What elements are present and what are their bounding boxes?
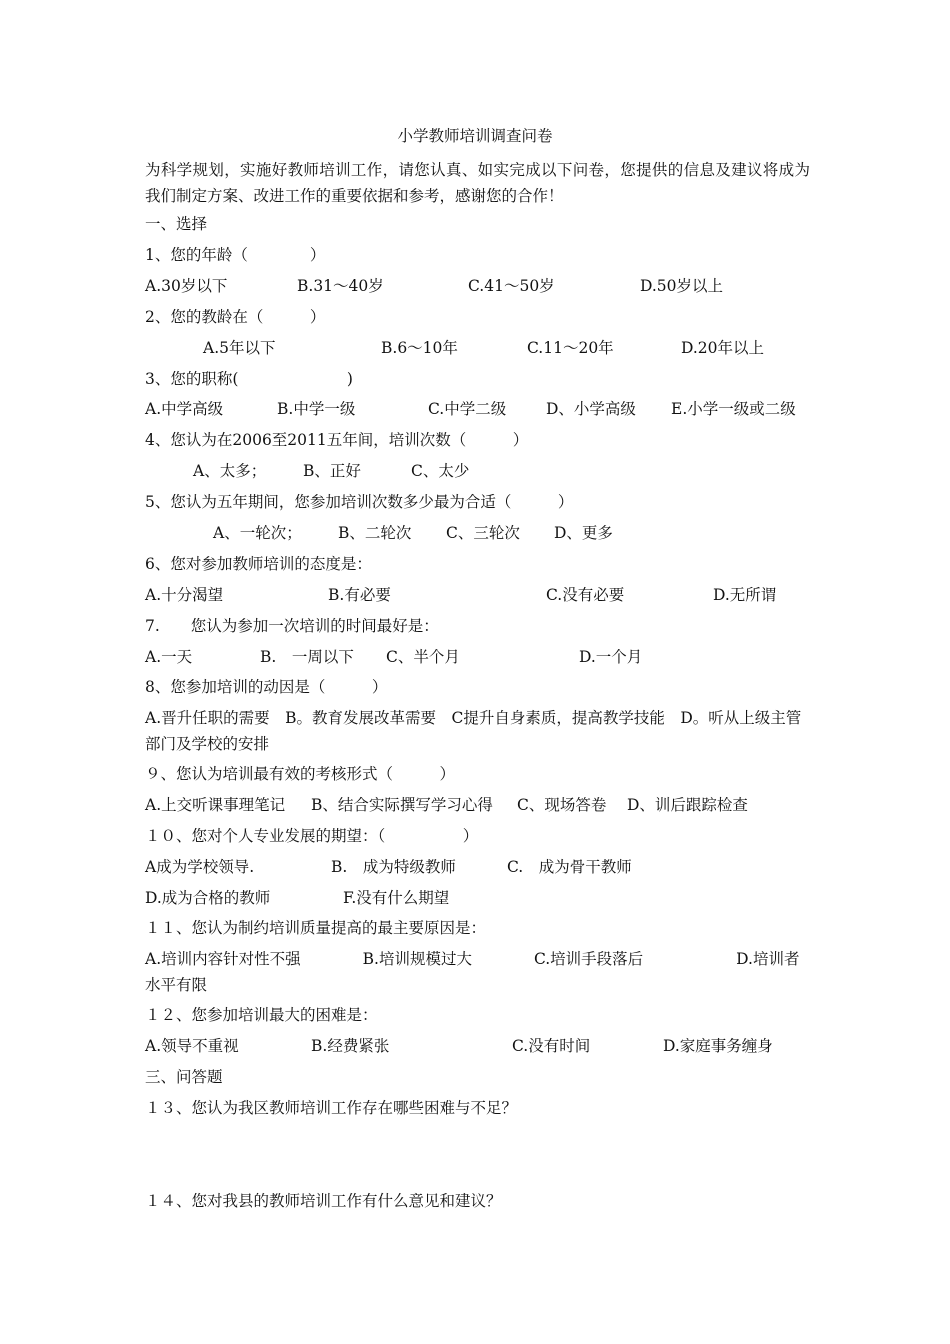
question-1: 1、您的年龄（ ） <box>145 246 326 264</box>
q9-option-c: C、现场答卷 <box>517 796 607 814</box>
q3-option-a: A.中学高级 <box>145 400 224 418</box>
q10-option-a: A成为学校领导. <box>145 858 255 876</box>
q6-option-b: B.有必要 <box>328 586 391 604</box>
q9-option-a: A.上交听课事理笔记 <box>145 796 286 814</box>
q7-option-d: D.一个月 <box>579 648 643 666</box>
q3-option-c: C.中学二级 <box>428 400 507 418</box>
q3-option-e: E.小学一级或二级 <box>671 400 796 418</box>
q2-option-b: B.6～10年 <box>381 339 458 357</box>
q6-option-c: C.没有必要 <box>546 586 625 604</box>
q10-option-f: F.没有什么期望 <box>343 889 450 907</box>
question-5: 5、您认为五年期间，您参加培训次数多少最为合适（ ） <box>145 493 574 511</box>
question-4: 4、您认为在2006至2011五年间，培训次数（ ） <box>145 431 529 449</box>
question-7: 7. 您认为参加一次培训的时间最好是： <box>145 617 439 635</box>
section-heading-choice: 一、选择 <box>145 215 208 233</box>
q1-option-a: A.30岁以下 <box>145 277 228 295</box>
q12-option-a: A.领导不重视 <box>145 1037 239 1055</box>
q5-option-c: C、三轮次 <box>446 524 520 542</box>
q6-option-d: D.无所谓 <box>713 586 777 604</box>
q1-option-d: D.50岁以上 <box>640 277 724 295</box>
q7-option-b: B. 一周以下 <box>260 648 354 666</box>
q6-option-a: A.十分渴望 <box>145 586 224 604</box>
question-10: １０、您对个人专业发展的期望：（ ） <box>145 827 479 845</box>
q2-option-d: D.20年以上 <box>681 339 765 357</box>
q10-option-d: D.成为合格的教师 <box>145 889 271 907</box>
question-2: 2、您的教龄在（ ） <box>145 308 326 326</box>
q7-option-a: A.一天 <box>145 648 193 666</box>
question-11: １１、您认为制约培训质量提高的最主要原因是： <box>145 919 487 937</box>
q10-option-c: C. 成为骨干教师 <box>507 858 632 876</box>
q4-option-c: C、太少 <box>411 462 470 480</box>
question-8: 8、您参加培训的动因是（ ） <box>145 678 388 696</box>
q3-option-b: B.中学一级 <box>277 400 356 418</box>
q3-option-d: D、小学高级 <box>546 400 636 418</box>
q5-option-a: A、一轮次； <box>213 524 302 542</box>
q10-option-b: B. 成为特级教师 <box>331 858 456 876</box>
q1-option-b: B.31～40岁 <box>297 277 384 295</box>
q5-option-d: D、更多 <box>554 524 613 542</box>
q8-options: A.晋升任职的需要 B。教育发展改革需要 C提升自身素质，提高教学技能 D。听从上级主管部门及学校的安排 <box>145 709 802 753</box>
question-13: １３、您认为我区教师培训工作存在哪些困难与不足？ <box>145 1099 518 1117</box>
q12-option-d: D.家庭事务缠身 <box>663 1037 773 1055</box>
q9-option-b: B、结合实际撰写学习心得 <box>311 796 493 814</box>
q9-option-d: D、训后跟踪检查 <box>627 796 748 814</box>
question-6: 6、您对参加教师培训的态度是： <box>145 555 372 573</box>
question-12: １２、您参加培训最大的困难是： <box>145 1006 378 1024</box>
section-heading-qa: 三、问答题 <box>145 1068 223 1086</box>
intro-paragraph: 为科学规划，实施好教师培训工作，请您认真、如实完成以下问卷，您提供的信息及建议将成为我们制定方案、改进工作的重要依据和参考，感谢您的合作！ <box>145 161 810 205</box>
question-9: ９、您认为培训最有效的考核形式（ ） <box>145 765 456 783</box>
q4-option-b: B、正好 <box>303 462 361 480</box>
document-title: 小学教师培训调查问卷 <box>397 127 553 145</box>
q4-option-a: A、太多； <box>193 462 267 480</box>
q12-option-b: B.经费紧张 <box>311 1037 390 1055</box>
question-3: 3、您的职称( ) <box>145 370 353 388</box>
question-14: １４、您对我县的教师培训工作有什么意见和建议？ <box>145 1192 502 1210</box>
q12-option-c: C.没有时间 <box>512 1037 591 1055</box>
q2-option-a: A.5年以下 <box>203 339 276 357</box>
q11-options: A.培训内容针对性不强 B.培训规模过大 C.培训手段落后 D.培训者水平有限 <box>145 950 800 994</box>
q5-option-b: B、二轮次 <box>338 524 412 542</box>
q7-option-c: C、半个月 <box>386 648 460 666</box>
q1-option-c: C.41～50岁 <box>468 277 555 295</box>
q2-option-c: C.11～20年 <box>527 339 614 357</box>
